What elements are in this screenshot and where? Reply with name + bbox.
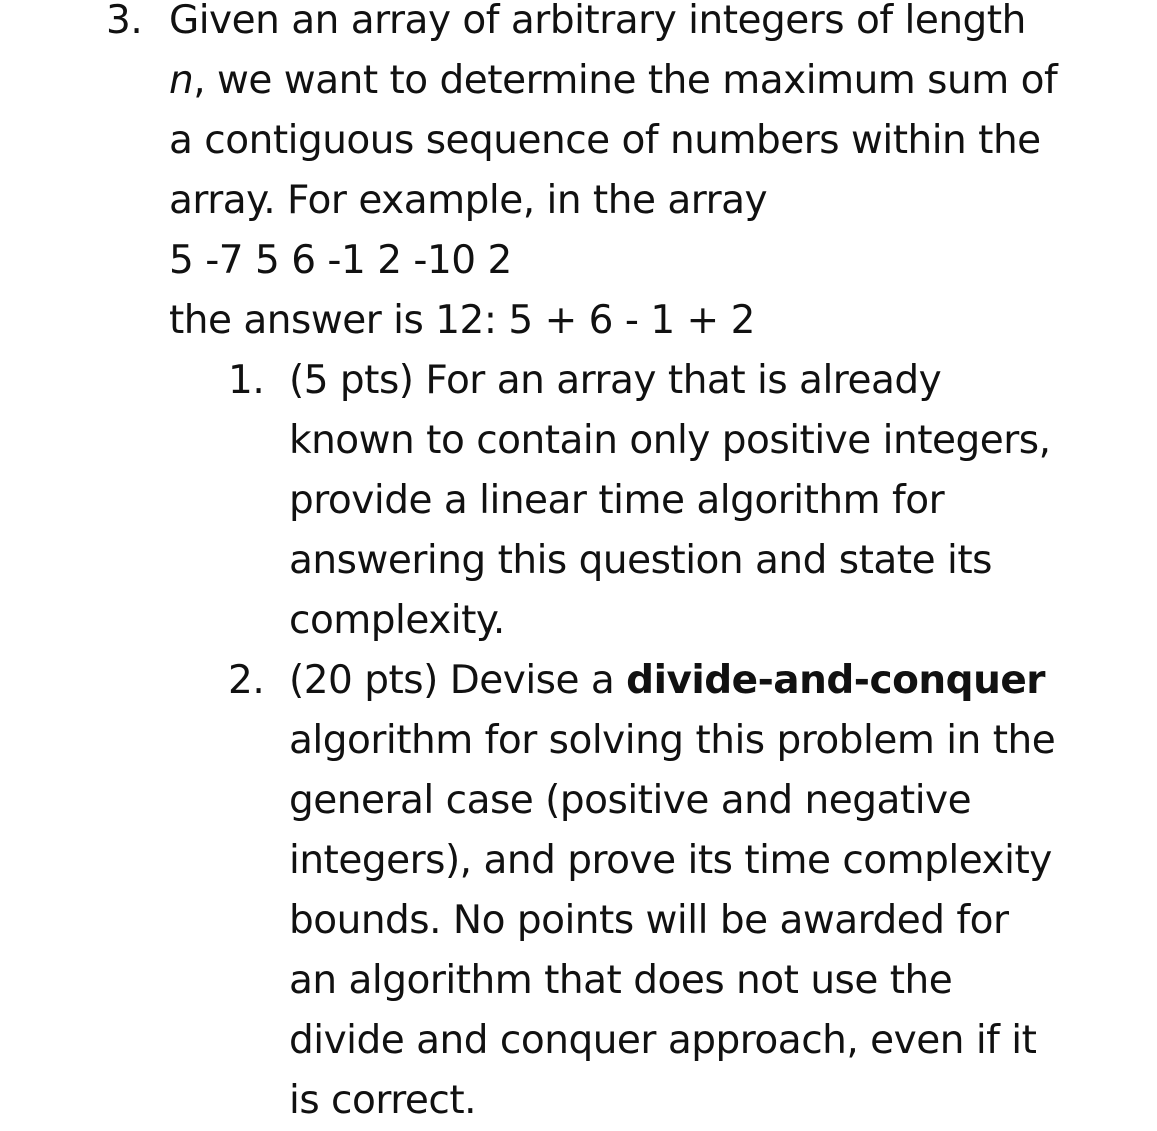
part-line: known to contain only positive integers, bbox=[289, 418, 1051, 463]
part-number: 2. bbox=[228, 658, 265, 703]
part-number: 1. bbox=[228, 358, 265, 403]
example-answer: the answer is 12: 5 + 6 - 1 + 2 bbox=[169, 298, 755, 343]
part-line: is correct. bbox=[289, 1078, 477, 1123]
question-number: 3. bbox=[106, 0, 143, 43]
part-line: answering this question and state its bbox=[289, 538, 992, 583]
part-line: bounds. No points will be awarded for bbox=[289, 898, 1009, 943]
part-line: divide and conquer approach, even if it bbox=[289, 1018, 1037, 1063]
part-line: an algorithm that does not use the bbox=[289, 958, 953, 1003]
part-line: (5 pts) For an array that is already bbox=[289, 358, 942, 403]
question-line: a contiguous sequence of numbers within the bbox=[169, 118, 1041, 163]
example-array: 5 -7 5 6 -1 2 -10 2 bbox=[169, 238, 512, 283]
part-line-prefix: (20 pts) Devise a bbox=[289, 658, 627, 703]
variable-n: n bbox=[169, 58, 194, 103]
part-line: integers), and prove its time complexity bbox=[289, 838, 1052, 883]
part-line: algorithm for solving this problem in the bbox=[289, 718, 1056, 763]
emphasis-divide-and-conquer: divide-and-conquer bbox=[626, 658, 1046, 703]
question-line: array. For example, in the array bbox=[169, 178, 768, 223]
part-line bbox=[289, 651, 1045, 711]
part-line: provide a linear time algorithm for bbox=[289, 478, 945, 523]
question-line: Given an array of arbitrary integers of length bbox=[169, 0, 1026, 43]
part-line: complexity. bbox=[289, 598, 505, 643]
part-line: general case (positive and negative bbox=[289, 778, 972, 823]
question-line bbox=[169, 51, 1057, 111]
question-line-text: , we want to determine the maximum sum of bbox=[193, 58, 1058, 103]
